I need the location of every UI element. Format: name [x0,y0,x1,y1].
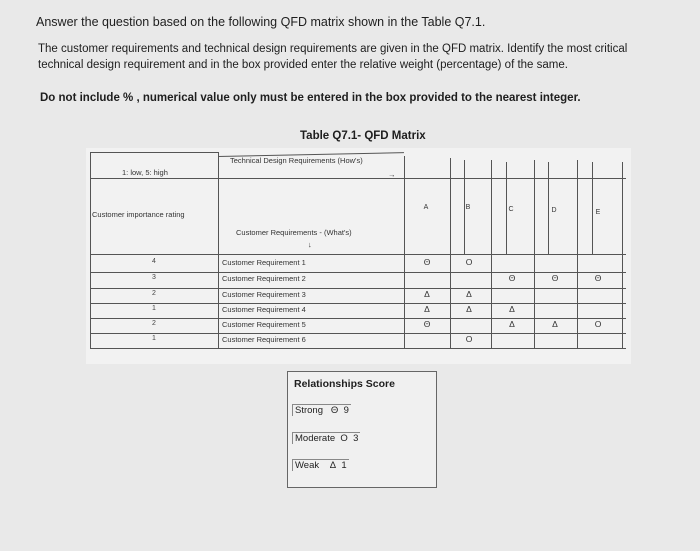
relationship-symbol: O [465,334,473,344]
grid-line [491,160,492,348]
requirement-label: Customer Requirement 5 [222,320,306,329]
legend-title: Relationships Score [294,378,395,390]
relationship-symbol: Θ [551,273,559,283]
grid-line [90,318,626,319]
grid-line [90,254,626,255]
relationship-symbol: Θ [423,319,431,329]
column-letter: C [508,206,514,213]
requirement-label: Customer Requirement 4 [222,305,306,314]
importance-rating: 2 [152,320,156,327]
grid-line [90,152,91,348]
grid-line [534,160,535,348]
grid-line [404,156,405,348]
requirement-label: Customer Requirement 6 [222,335,306,344]
requirement-label: Customer Requirement 1 [222,258,306,267]
legend-item-strong [292,404,351,416]
relationship-symbol: O [465,257,473,267]
whats-label: Customer Requirements - (What's) [236,228,352,237]
column-letter: B [465,204,471,211]
relationship-symbol: Δ [466,304,472,314]
grid-line [90,178,626,179]
hows-label: Technical Design Requirements (How's) [230,156,363,165]
grid-line [592,162,593,254]
qfd-matrix [86,148,631,364]
importance-rating: 3 [152,274,156,281]
legend-symbol: O [340,433,348,444]
legend-symbol: Θ [330,405,339,416]
relationship-symbol: Δ [552,319,558,329]
hows-arrow: → [388,170,396,179]
column-letter: A [423,204,429,211]
importance-rating: 1 [152,335,156,342]
relationship-symbol: Δ [509,304,515,314]
grid-line [90,303,626,304]
column-letter: D [551,207,557,214]
whats-arrow: ↓ [308,240,312,249]
grid-line [218,152,219,348]
instruction-note: Do not include % , numerical value only must be entered in the box provided to the nearest integer. [40,92,581,104]
legend-label: Moderate [295,433,336,444]
grid-line [622,162,623,348]
legend-item-weak [292,459,349,471]
requirement-label: Customer Requirement 3 [222,290,306,299]
table-caption: Table Q7.1- QFD Matrix [300,130,426,142]
relationship-symbol: Δ [466,289,472,299]
grid-line [577,160,578,348]
importance-rating: 4 [152,258,156,265]
grid-line [450,158,451,348]
relationship-symbol: Δ [424,289,430,299]
relationship-symbol: Θ [423,257,431,267]
relationship-symbol: O [594,319,602,329]
grid-line [90,333,626,334]
instruction-line-2: technical design requirement and in the box provided enter the relative weight (percentage) of the same. [38,59,568,71]
legend-item-moderate [292,432,360,444]
legend-score: 9 [343,405,349,416]
relationship-symbol: Δ [424,304,430,314]
relationships-legend [287,371,437,488]
legend-score: 3 [353,433,359,444]
importance-rating: 2 [152,290,156,297]
relationship-symbol: Θ [508,273,516,283]
grid-line [90,348,626,349]
relationship-symbol: Θ [594,273,602,283]
grid-line [90,152,218,153]
column-letter: E [595,209,601,216]
grid-line [90,272,626,273]
legend-label: Weak [295,460,320,471]
legend-label: Strong [295,405,323,416]
grid-line [90,288,626,289]
importance-rating: 1 [152,305,156,312]
relationship-symbol: Δ [509,319,515,329]
importance-label: Customer importance rating [92,210,185,219]
scale-label: 1: low, 5: high [122,168,168,177]
legend-score: 1 [341,460,347,471]
requirement-label: Customer Requirement 2 [222,274,306,283]
question-text: Answer the question based on the following QFD matrix shown in the Table Q7.1. [36,15,486,29]
instruction-line-1: The customer requirements and technical design requirements are given in the QFD matrix. Identify the most critical [38,43,628,55]
legend-symbol: Δ [329,460,337,471]
